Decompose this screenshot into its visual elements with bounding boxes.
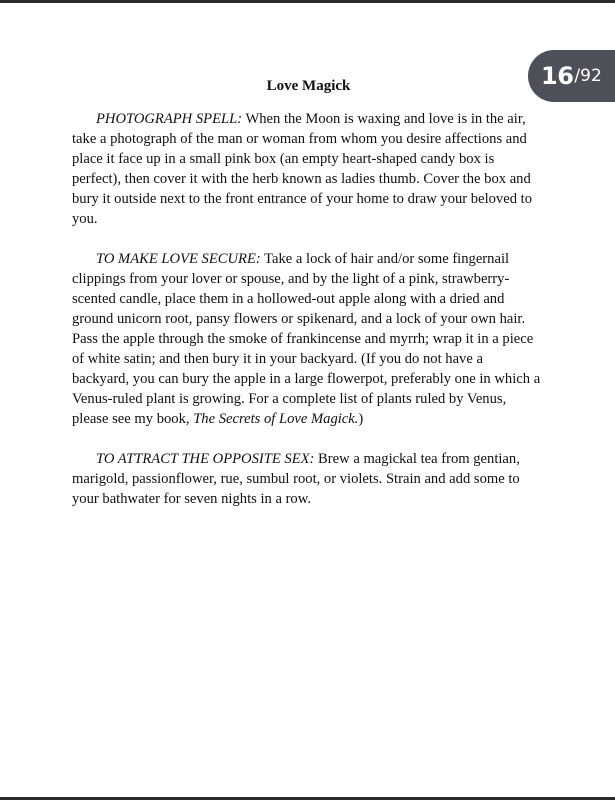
page-content <box>72 76 542 529</box>
paragraph-lead: TO ATTRACT THE OPPOSITE SEX: <box>96 451 315 467</box>
paragraph-photograph-spell <box>72 109 542 229</box>
book-title: The Secrets of Love Magick. <box>193 411 359 427</box>
paragraph-text: Brew a magickal tea from gentian, marigold, passionflower, rue, sumbul root, or violets. Strain and add some to your bathwater for seven nights in a row. <box>72 451 520 507</box>
paragraph-closing: ) <box>358 411 364 427</box>
current-page-number: 16 <box>541 62 574 90</box>
paragraph-lead: TO MAKE LOVE SECURE: <box>96 251 261 267</box>
paragraph-text: Take a lock of hair and/or some fingernail clippings from your lover or spouse, and by the light of a pink, strawberry-scented candle, place them in a hollowed-out apple along with a dried and ground unicorn root, pansy flowers or spikenard, and a lock of your own hair. Pass the apple through the smoke of frankincense and myrrh; wrap it in a piece of white satin; and then bury it in your backyard. (If you do not have a backyard, you can bury the apple in a large flowerpot, preferably one in which a Venus-ruled plant is growing. For a complete list of plants ruled by Venus, please see my book, <box>72 251 541 427</box>
section-title: Love Magick <box>266 78 351 94</box>
paragraph-attract-opposite-sex <box>72 449 542 509</box>
paragraph-make-love-secure <box>72 249 542 429</box>
paragraph-lead: PHOTOGRAPH SPELL: <box>96 111 243 127</box>
paragraph-text: When the Moon is waxing and love is in the air, take a photograph of the man or woman from whom you desire affections and place it face up in a small pink box (an empty heart-shaped candy box is perfect), then cover it with the herb known as ladies thumb. Cover the box and bury it outside next to the front entrance of your home to draw your beloved to you. <box>72 111 532 227</box>
top-border <box>0 0 615 3</box>
total-page-count: /92 <box>574 66 602 86</box>
